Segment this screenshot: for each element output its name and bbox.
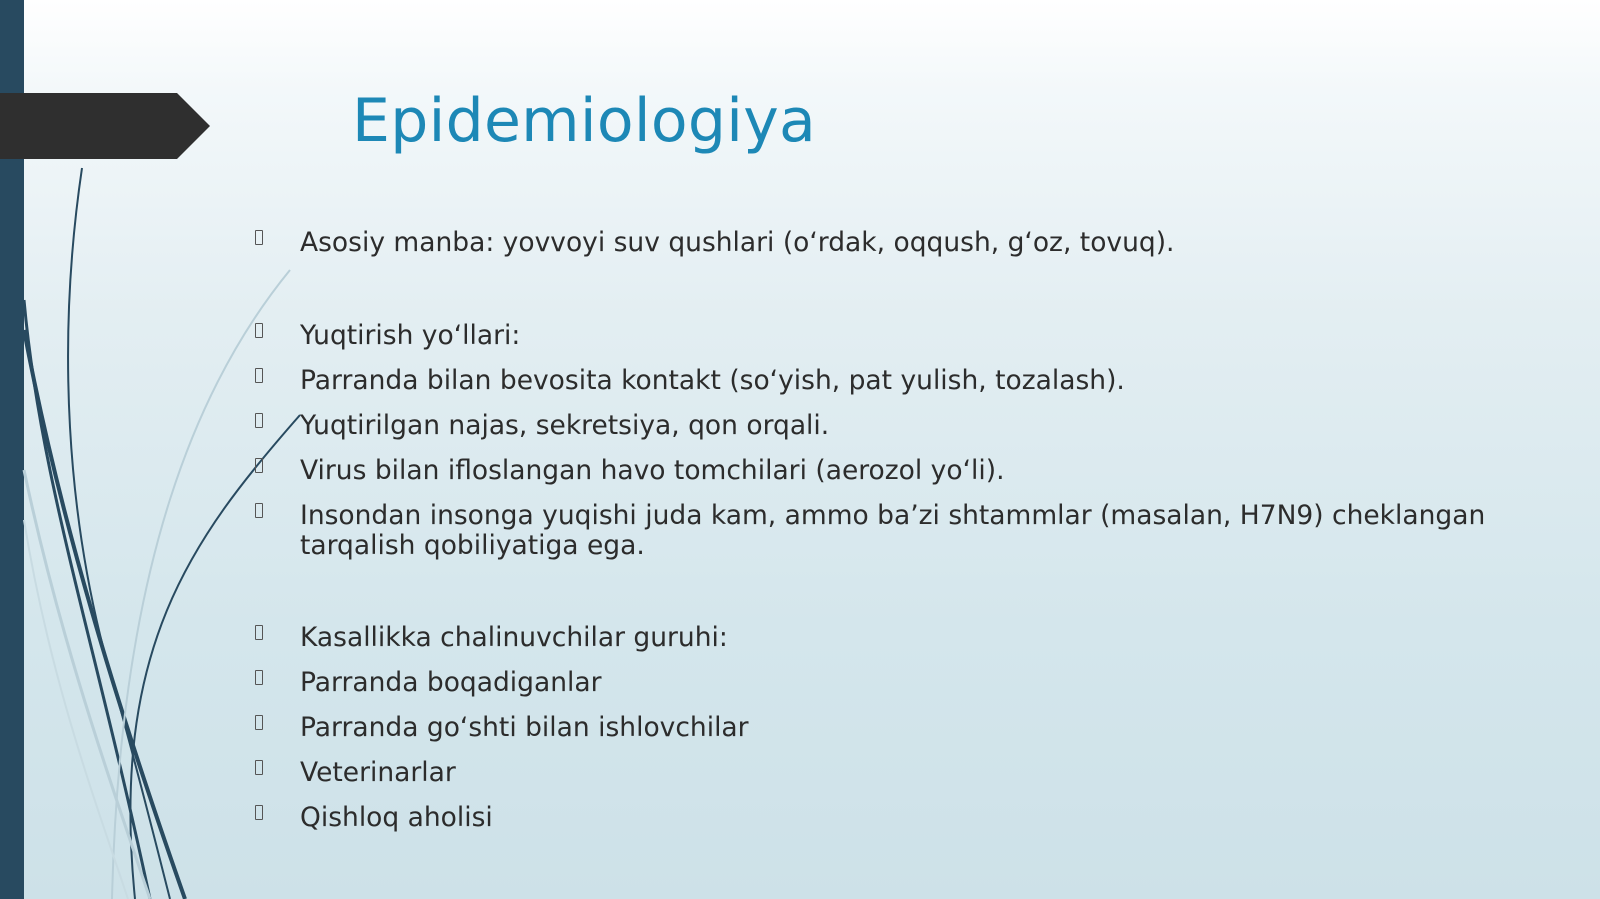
bullet-text: Kasallikka chalinuvchilar guruhi: — [300, 622, 728, 653]
bullet-text: Yuqtirish yo‘llari: — [300, 320, 521, 351]
bullet-text: Veterinarlar — [300, 757, 456, 788]
bullet-text: Parranda boqadiganlar — [300, 667, 602, 698]
missing-glyph-box-icon — [255, 323, 263, 338]
bullet-text: Parranda bilan bevosita kontakt (so‘yish, pat yulish, tozalash). — [300, 365, 1125, 396]
missing-glyph-box-icon — [255, 805, 263, 820]
slide-title: Epidemiologiya — [352, 86, 817, 156]
bullet-text: Virus bilan ifloslangan havo tomchilari (aerozol yo‘li). — [300, 455, 1005, 486]
bullet-text: Asosiy manba: yovvoyi suv qushlari (o‘rdak, oqqush, g‘oz, tovuq). — [300, 227, 1175, 258]
missing-glyph-box-icon — [255, 670, 263, 685]
bullet-text: Qishloq aholisi — [300, 802, 493, 833]
missing-glyph-box-icon — [255, 458, 263, 473]
bullet-text: Insondan insonga yuqishi juda kam, ammo ba’zi shtammlar (masalan, H7N9) cheklangan tarqalish qobiliyatiga ega. — [300, 500, 1486, 561]
bullet-text: Parranda go‘shti bilan ishlovchilar — [300, 712, 749, 743]
missing-glyph-box-icon — [255, 413, 263, 428]
missing-glyph-box-icon — [255, 503, 263, 518]
missing-glyph-box-icon — [255, 625, 263, 640]
missing-glyph-box-icon — [255, 760, 263, 775]
title-arrow-shape — [0, 93, 210, 159]
missing-glyph-box-icon — [255, 368, 263, 383]
bullet-text: Yuqtirilgan najas, sekretsiya, qon orqali. — [300, 410, 830, 441]
missing-glyph-box-icon — [255, 715, 263, 730]
missing-glyph-box-icon — [255, 230, 263, 245]
